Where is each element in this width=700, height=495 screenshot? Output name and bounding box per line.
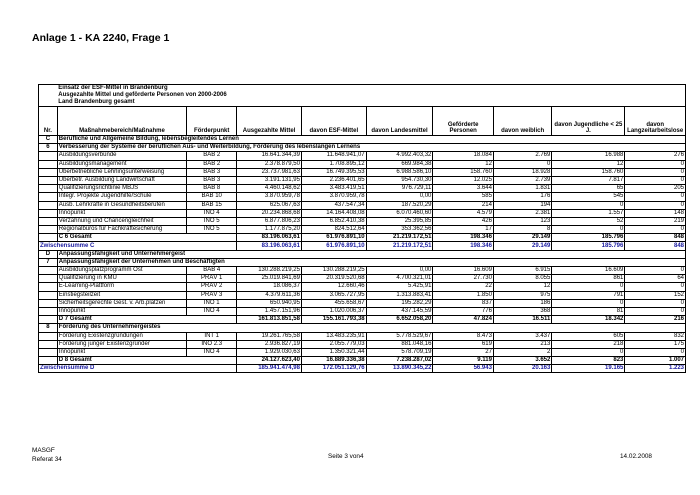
- footer-date: 14.02.2008: [620, 453, 652, 460]
- total-value: 848: [625, 242, 686, 250]
- value-cell: 20.234.868,68: [237, 209, 302, 217]
- funding-point: BAB 8: [187, 185, 237, 193]
- section-row: [39, 250, 686, 258]
- value-cell: 205: [625, 185, 686, 193]
- value-cell: 837: [433, 299, 494, 307]
- table-row: [39, 226, 686, 234]
- section-nr: 8: [39, 324, 58, 332]
- value-cell: 1.557: [552, 209, 625, 217]
- subtotal-row: [39, 242, 686, 250]
- total-value: 198.346: [433, 234, 494, 242]
- total-value: 6.652.058,20: [366, 316, 433, 324]
- value-cell: 13.483.235,91: [301, 332, 366, 340]
- value-cell: 2.055.779,03: [301, 340, 366, 348]
- value-cell: 219: [625, 217, 686, 225]
- value-cell: 14.164.408,08: [301, 209, 366, 217]
- value-cell: 2.378.879,50: [237, 160, 302, 168]
- value-cell: 669.984,38: [366, 160, 433, 168]
- value-cell: 130.288.219,25: [301, 267, 366, 275]
- value-cell: 861: [552, 275, 625, 283]
- value-cell: 975: [493, 291, 551, 299]
- value-cell: 6.070.460,60: [366, 209, 433, 217]
- table-row: [39, 193, 686, 201]
- value-cell: 368: [493, 307, 551, 315]
- value-cell: 3.191.131,95: [237, 176, 302, 184]
- table-title-line: Ausgezahlte Mittel und geförderte Personen von 2000-2006: [58, 92, 227, 98]
- total-value: 24.127.623,40: [237, 357, 302, 365]
- section-nr: C: [39, 136, 58, 144]
- value-cell: 186: [493, 299, 551, 307]
- funding-point: INO 2.3: [187, 340, 237, 348]
- footer-org: MASGF: [32, 447, 55, 454]
- value-cell: 6.915: [493, 267, 551, 275]
- value-cell: 3.065.727,95: [301, 291, 366, 299]
- measure-name: Regionalbüros für Fachkräftesicherung: [57, 226, 186, 234]
- value-cell: 791: [552, 291, 625, 299]
- total-value: 172.051.129,76: [301, 365, 366, 373]
- section-row: [39, 136, 686, 144]
- table-row: [39, 275, 686, 283]
- value-cell: 0: [552, 283, 625, 291]
- value-cell: 176: [493, 193, 551, 201]
- measure-name: Ausb. Lehrkräfte in Gesundheitsberufen: [57, 201, 186, 209]
- value-cell: 0: [552, 226, 625, 234]
- value-cell: 650.940,95: [237, 299, 302, 307]
- total-label: Zwischensumme C: [39, 242, 237, 250]
- measure-name: Ausbildungsverbünde: [57, 152, 186, 160]
- value-cell: 12: [433, 160, 494, 168]
- total-value: 83.196.063,61: [237, 242, 302, 250]
- value-cell: 4.379.611,36: [237, 291, 302, 299]
- total-value: 216: [625, 316, 686, 324]
- value-cell: 545: [552, 193, 625, 201]
- table-row: [39, 307, 686, 315]
- measure-name: E-Learning-Plattform: [57, 283, 186, 291]
- table-row: [39, 176, 686, 184]
- funding-point: INO 4: [187, 307, 237, 315]
- total-value: 13.890.345,22: [366, 365, 433, 373]
- value-cell: 17: [433, 226, 494, 234]
- value-cell: 2: [493, 348, 551, 356]
- value-cell: 954.730,30: [366, 176, 433, 184]
- table-row: [39, 291, 686, 299]
- table-row: [39, 267, 686, 275]
- section-label: Anpassungsfähigkeit und Unternehmergeist: [57, 250, 685, 258]
- measure-name: Ausbildungsmanagement: [57, 160, 186, 168]
- funding-point: BAB 2: [187, 152, 237, 160]
- section-label: Anpassungsfähigkeit der Unternehmen und Beschäftigten: [57, 258, 685, 266]
- row-nr: [39, 299, 58, 307]
- table-row: [39, 152, 686, 160]
- value-cell: 0: [625, 299, 686, 307]
- table-row: [39, 160, 686, 168]
- value-cell: 3.870.959,78: [237, 193, 302, 201]
- section-row: [39, 324, 686, 332]
- row-nr: [39, 291, 58, 299]
- value-cell: 1.708.895,12: [301, 160, 366, 168]
- measure-name: Überbetriebliche Lehrlingsunterweisung: [57, 168, 186, 176]
- value-cell: 578.709,19: [366, 348, 433, 356]
- total-value: 56.943: [433, 365, 494, 373]
- value-cell: 4.460.148,62: [237, 185, 302, 193]
- value-cell: 426: [433, 217, 494, 225]
- value-cell: 6.877.806,23: [237, 217, 302, 225]
- value-cell: 3.870.959,78: [301, 193, 366, 201]
- total-value: 185.796: [552, 242, 625, 250]
- total-label: D 7 Gesamt: [57, 316, 236, 324]
- value-cell: 5.778.529,67: [366, 332, 433, 340]
- value-cell: 2.381: [493, 209, 551, 217]
- value-cell: 12.025: [433, 176, 494, 184]
- value-cell: 16.609: [552, 267, 625, 275]
- row-nr: [39, 168, 58, 176]
- value-cell: 4.579: [433, 209, 494, 217]
- measure-name: Qualifizierungsrichtlinie MBJS: [57, 185, 186, 193]
- value-cell: 437.547,34: [301, 201, 366, 209]
- value-cell: 25.019.841,69: [237, 275, 302, 283]
- row-nr: [39, 348, 58, 356]
- row-nr: [39, 152, 58, 160]
- total-value: 7.238.287,02: [366, 357, 433, 365]
- value-cell: 152: [625, 291, 686, 299]
- total-label: C 6 Gesamt: [57, 234, 236, 242]
- value-cell: 824.512,64: [301, 226, 366, 234]
- column-header: davon Langzeitarbeitslose: [625, 107, 686, 136]
- measure-name: Einstiegsteilzeit: [57, 291, 186, 299]
- table-row: [39, 340, 686, 348]
- funding-point: BAB 3: [187, 168, 237, 176]
- value-cell: 0: [625, 226, 686, 234]
- column-header: Ausgezahlte Mittel: [237, 107, 302, 136]
- table-body: [39, 85, 686, 373]
- value-cell: 1.177.875,20: [237, 226, 302, 234]
- total-value: 198.346: [433, 242, 494, 250]
- section-label: Verbesserung der Systeme der beruflichen Aus- und Weiterbildung, Förderung des lebenslangen Lernens: [57, 144, 685, 152]
- value-cell: 1.020.006,37: [301, 307, 366, 315]
- row-nr: [39, 209, 58, 217]
- value-cell: 619: [433, 340, 494, 348]
- value-cell: 0: [552, 299, 625, 307]
- measure-name: Förderung junger Existenzgründer: [57, 340, 186, 348]
- measure-name: Innopunkt: [57, 307, 186, 315]
- measure-name: Innopunkt: [57, 348, 186, 356]
- total-label: Zwischensumme D: [39, 365, 237, 373]
- measure-name: Ausbildungsplatzprogramm Ost: [57, 267, 186, 275]
- column-header: Nr.: [39, 107, 58, 136]
- value-cell: 8.473: [433, 332, 494, 340]
- table-row: [39, 348, 686, 356]
- value-cell: 27.730: [433, 275, 494, 283]
- funding-point: INO 5: [187, 226, 237, 234]
- value-cell: 776: [433, 307, 494, 315]
- total-value: 18.342: [552, 316, 625, 324]
- total-value: 161.813.851,58: [237, 316, 302, 324]
- total-value: 1.223: [625, 365, 686, 373]
- value-cell: 18.086,37: [237, 283, 302, 291]
- value-cell: 2.236.401,65: [301, 176, 366, 184]
- funding-point: BAB 2: [187, 160, 237, 168]
- value-cell: 0: [625, 168, 686, 176]
- table-title-row: [39, 85, 686, 107]
- value-cell: 976.729,11: [366, 185, 433, 193]
- total-value: 9.119: [433, 357, 494, 365]
- value-cell: 20.319.520,68: [301, 275, 366, 283]
- total-value: 823: [552, 357, 625, 365]
- row-nr: [39, 275, 58, 283]
- value-cell: 12: [493, 283, 551, 291]
- funding-point: BAB 10: [187, 193, 237, 201]
- row-nr: [39, 217, 58, 225]
- funding-point: PRÄV 2: [187, 283, 237, 291]
- measure-name: Sicherheitsgerechte Gest. v. Arb.plätzen: [57, 299, 186, 307]
- total-value: 21.219.172,51: [366, 234, 433, 242]
- value-cell: 195.282,29: [366, 299, 433, 307]
- value-cell: 52: [552, 217, 625, 225]
- value-cell: 2.769: [493, 152, 551, 160]
- total-value: 47.824: [433, 316, 494, 324]
- table-title-line: Einsatz der ESF-Mittel in Brandenburg: [58, 85, 168, 91]
- table-title-line: Land Brandenburg gesamt: [58, 99, 135, 105]
- value-cell: 8.055: [493, 275, 551, 283]
- value-cell: 16.641.344,39: [237, 152, 302, 160]
- value-cell: 130.288.219,25: [237, 267, 302, 275]
- total-row: [39, 316, 686, 324]
- value-cell: 218: [552, 340, 625, 348]
- value-cell: 81: [552, 307, 625, 315]
- value-cell: 187.520,29: [366, 201, 433, 209]
- table-row: [39, 209, 686, 217]
- value-cell: 0: [625, 176, 686, 184]
- value-cell: 6.988.586,10: [366, 168, 433, 176]
- value-cell: 2.936.827,19: [237, 340, 302, 348]
- value-cell: 0,00: [366, 193, 433, 201]
- column-header: Geförderte Personen: [433, 107, 494, 136]
- row-nr: [39, 307, 58, 315]
- value-cell: 64: [625, 275, 686, 283]
- value-cell: 5.425,91: [366, 283, 433, 291]
- value-cell: 605: [552, 332, 625, 340]
- footer-page: Seite 3 von4: [328, 453, 364, 460]
- total-value: 61.976.891,10: [301, 234, 366, 242]
- value-cell: 832: [625, 332, 686, 340]
- row-nr: [39, 357, 58, 365]
- table-row: [39, 299, 686, 307]
- value-cell: 0: [625, 160, 686, 168]
- column-header: Förderpunkt: [187, 107, 237, 136]
- column-header-row: [39, 107, 686, 136]
- value-cell: 18.928: [493, 168, 551, 176]
- row-nr: [39, 160, 58, 168]
- value-cell: 0: [552, 201, 625, 209]
- table-row: [39, 283, 686, 291]
- value-cell: 0: [625, 267, 686, 275]
- measure-name: Innopunkt: [57, 209, 186, 217]
- total-value: 1.007: [625, 357, 686, 365]
- value-cell: 175: [625, 340, 686, 348]
- value-cell: 1.831: [493, 185, 551, 193]
- row-nr: [39, 193, 58, 201]
- value-cell: 1.457.151,96: [237, 307, 302, 315]
- total-value: 61.976.891,10: [301, 242, 366, 250]
- row-nr: [39, 316, 58, 324]
- section-nr: 7: [39, 258, 58, 266]
- total-value: 29.149: [493, 234, 551, 242]
- column-header: davon ESF-Mittel: [301, 107, 366, 136]
- row-nr: [39, 332, 58, 340]
- value-cell: 194: [493, 201, 551, 209]
- subtotal-row: [39, 365, 686, 373]
- value-cell: 0: [625, 201, 686, 209]
- total-value: 155.161.793,38: [301, 316, 366, 324]
- value-cell: 276: [625, 152, 686, 160]
- row-nr: [39, 283, 58, 291]
- value-cell: 455.658,67: [301, 299, 366, 307]
- total-value: 16.511: [493, 316, 551, 324]
- value-cell: 22: [433, 283, 494, 291]
- measure-name: Qualifizierung in KMU: [57, 275, 186, 283]
- value-cell: 0: [552, 348, 625, 356]
- value-cell: 16.988: [552, 152, 625, 160]
- value-cell: 19.261.765,58: [237, 332, 302, 340]
- measure-name: Überbetr. Ausbildung Landwirtschaft: [57, 176, 186, 184]
- value-cell: 881.048,16: [366, 340, 433, 348]
- funding-point: INO 4: [187, 348, 237, 356]
- value-cell: 11.648.941,07: [301, 152, 366, 160]
- column-header: Maßnahmebereich/Maßnahme: [57, 107, 186, 136]
- column-header: davon Jugendliche < 25 J.: [552, 107, 625, 136]
- esf-table: [38, 84, 686, 373]
- value-cell: 4.992.403,32: [366, 152, 433, 160]
- value-cell: 18.084: [433, 152, 494, 160]
- row-nr: [39, 201, 58, 209]
- row-nr: [39, 226, 58, 234]
- total-value: 185.941.474,98: [237, 365, 302, 373]
- value-cell: 25.395,85: [366, 217, 433, 225]
- value-cell: 0: [493, 160, 551, 168]
- measure-name: Integr. Projekte Jugendhilfe/Schule: [57, 193, 186, 201]
- total-value: 20.163: [493, 365, 551, 373]
- value-cell: 148: [625, 209, 686, 217]
- table-row: [39, 168, 686, 176]
- value-cell: 158.760: [552, 168, 625, 176]
- total-label: D 8 Gesamt: [57, 357, 236, 365]
- funding-point: INO 1: [187, 299, 237, 307]
- section-nr: 6: [39, 144, 58, 152]
- total-value: 185.796: [552, 234, 625, 242]
- row-nr: [39, 185, 58, 193]
- value-cell: 0,00: [366, 267, 433, 275]
- value-cell: 12.660,46: [301, 283, 366, 291]
- value-cell: 4.700.321,01: [366, 275, 433, 283]
- value-cell: 2.739: [493, 176, 551, 184]
- funding-point: INO 5: [187, 217, 237, 225]
- total-value: 29.149: [493, 242, 551, 250]
- value-cell: 437.145,59: [366, 307, 433, 315]
- row-nr: [39, 234, 58, 242]
- total-value: 21.219.172,51: [366, 242, 433, 250]
- value-cell: 65: [552, 185, 625, 193]
- value-cell: 0: [625, 307, 686, 315]
- footer-ref: Referat 34: [32, 456, 62, 463]
- funding-point: BAB 4: [187, 267, 237, 275]
- value-cell: 585: [433, 193, 494, 201]
- value-cell: 1.929.030,63: [237, 348, 302, 356]
- funding-point: INO 4: [187, 209, 237, 217]
- value-cell: 3.437: [493, 332, 551, 340]
- section-nr: D: [39, 250, 58, 258]
- value-cell: 0: [625, 193, 686, 201]
- value-cell: 123: [493, 217, 551, 225]
- funding-point: INT 1: [187, 332, 237, 340]
- value-cell: 16.609: [433, 267, 494, 275]
- total-value: 848: [625, 234, 686, 242]
- value-cell: 353.362,56: [366, 226, 433, 234]
- value-cell: 7.817: [552, 176, 625, 184]
- section-row: [39, 144, 686, 152]
- table-row: [39, 332, 686, 340]
- value-cell: 1.350.321,44: [301, 348, 366, 356]
- measure-name: Verzahnung und Chancengleichheit: [57, 217, 186, 225]
- value-cell: 12: [552, 160, 625, 168]
- value-cell: 3.483.419,51: [301, 185, 366, 193]
- total-row: [39, 234, 686, 242]
- section-label: Berufliche und Allgemeine Bildung, lebensbegleitendes Lernen: [57, 136, 685, 144]
- value-cell: 213: [493, 340, 551, 348]
- value-cell: 0: [625, 348, 686, 356]
- table-row: [39, 217, 686, 225]
- table-row: [39, 185, 686, 193]
- funding-point: BAB 15: [187, 201, 237, 209]
- value-cell: 1.850: [433, 291, 494, 299]
- value-cell: 158.760: [433, 168, 494, 176]
- value-cell: 16.749.395,53: [301, 168, 366, 176]
- total-row: [39, 357, 686, 365]
- section-label: Förderung des Unternehmergeistes: [57, 324, 685, 332]
- value-cell: 23.737.981,63: [237, 168, 302, 176]
- value-cell: 1.313.883,41: [366, 291, 433, 299]
- funding-point: BAB 3: [187, 176, 237, 184]
- value-cell: 8: [493, 226, 551, 234]
- value-cell: 214: [433, 201, 494, 209]
- value-cell: 6.852.410,38: [301, 217, 366, 225]
- table-row: [39, 201, 686, 209]
- row-nr: [39, 176, 58, 184]
- value-cell: 27: [433, 348, 494, 356]
- row-nr: [39, 267, 58, 275]
- funding-point: PRÄV 3: [187, 291, 237, 299]
- total-value: 83.196.063,61: [237, 234, 302, 242]
- row-nr: [39, 340, 58, 348]
- value-cell: 625.067,63: [237, 201, 302, 209]
- column-header: davon weiblich: [493, 107, 551, 136]
- value-cell: 3.644: [433, 185, 494, 193]
- page-title: Anlage 1 - KA 2240, Frage 1: [32, 32, 170, 44]
- total-value: 16.889.336,38: [301, 357, 366, 365]
- funding-point: PRÄV 1: [187, 275, 237, 283]
- column-header: davon Landesmittel: [366, 107, 433, 136]
- section-row: [39, 258, 686, 266]
- total-value: 19.165: [552, 365, 625, 373]
- total-value: 3.652: [493, 357, 551, 365]
- value-cell: 0: [625, 283, 686, 291]
- measure-name: Förderung Existenzgründungen: [57, 332, 186, 340]
